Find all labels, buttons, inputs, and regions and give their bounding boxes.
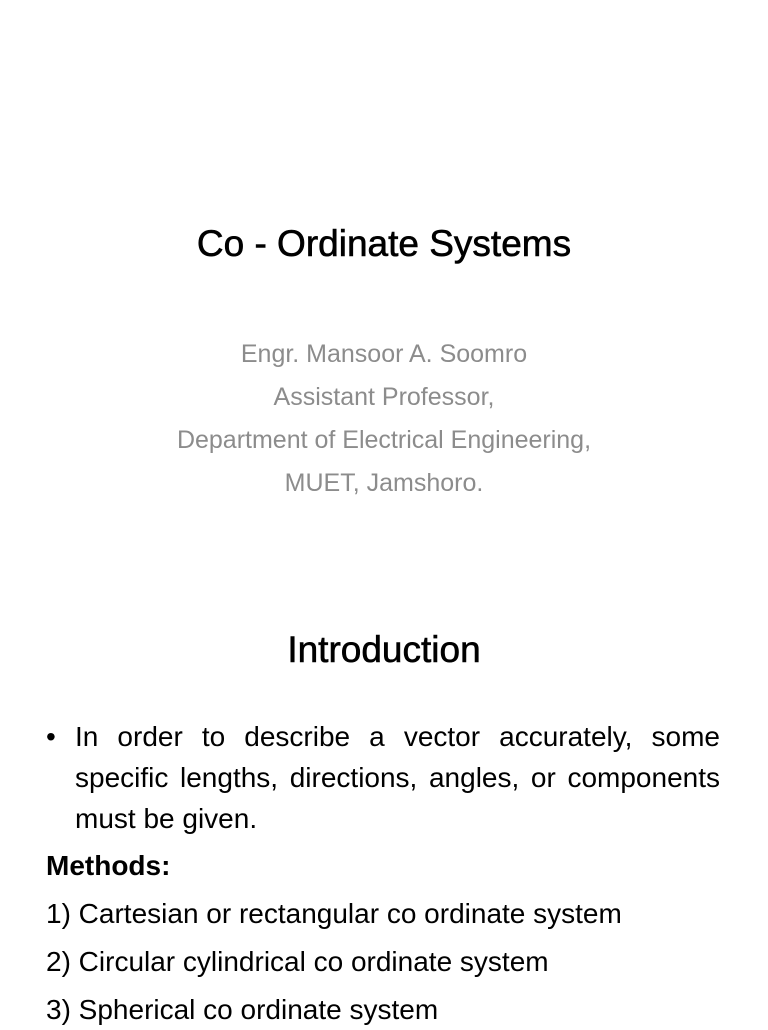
method-item-cylindrical: 2) Circular cylindrical co ordinate system bbox=[46, 946, 549, 977]
author-name: Engr. Mansoor A. Soomro bbox=[240, 340, 528, 368]
author-department: Department of Electrical Engineering, bbox=[176, 426, 592, 454]
bullet-item bbox=[46, 716, 720, 839]
bullet-text: In order to describe a vector accurately, some specific lengths, directions, angles, or components must be given. bbox=[75, 721, 720, 834]
author-institution: MUET, Jamshoro. bbox=[284, 469, 484, 497]
slide-title: Co - Ordinate Systems bbox=[196, 223, 572, 264]
methods-heading: Methods: bbox=[46, 850, 171, 881]
bullet-icon: • bbox=[46, 721, 56, 752]
author-position: Assistant Professor, bbox=[273, 383, 495, 411]
introduction-title: Introduction bbox=[287, 629, 481, 670]
method-item-cartesian: 1) Cartesian or rectangular co ordinate system bbox=[46, 898, 622, 929]
author-block bbox=[0, 333, 768, 505]
bullet-list bbox=[46, 716, 720, 839]
method-item-spherical: 3) Spherical co ordinate system bbox=[46, 994, 439, 1025]
